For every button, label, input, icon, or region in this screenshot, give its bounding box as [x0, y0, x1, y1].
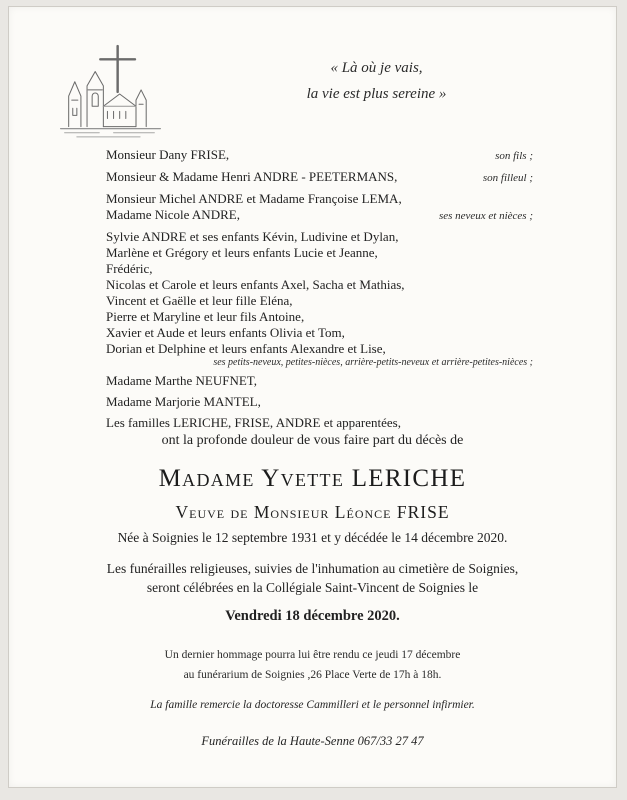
ceremony-line-1: Les funérailles religieuses, suivies de l'inhumation au cimetière de Soignies,	[106, 561, 519, 576]
family-member: Madame Nicole ANDRE,	[106, 207, 240, 222]
family-row	[106, 325, 533, 341]
family-row	[106, 191, 533, 207]
thanks-note: La famille remercie la doctoresse Cammilleri et le personnel infirmier.	[150, 699, 475, 711]
family-row	[106, 341, 533, 357]
family-member: Monsieur Michel ANDRE et Madame Françoise LEMA,	[106, 191, 402, 206]
tribute-details	[9, 645, 616, 685]
relation-label: son filleul ;	[482, 172, 533, 184]
ceremony-line-2: seront célébrées en la Collégiale Saint-Vincent de Soignies le	[146, 579, 479, 595]
family-member: Frédéric,	[106, 261, 153, 276]
family-row	[106, 245, 533, 261]
church-illustration	[53, 43, 168, 145]
family-member: Marlène et Grégory et leurs enfants Lucie et Jeanne,	[106, 245, 378, 260]
family-member: Pierre et Maryline et leur fils Antoine,	[106, 309, 305, 324]
quote-line-1: « Là où je vais,	[330, 60, 423, 76]
family-member: Dorian et Delphine et leurs enfants Alexandre et Lise,	[106, 341, 386, 356]
deceased-name: Madame Yvette LERICHE	[158, 465, 467, 492]
family-row	[106, 415, 533, 431]
family-row	[106, 147, 533, 164]
announcement-page	[8, 6, 617, 788]
funeral-home-footer: Funérailles de la Haute-Senne 067/33 27 47	[201, 734, 424, 748]
relation-label: son fils ;	[495, 150, 533, 162]
family-row	[106, 309, 533, 325]
family-member: Les familles LERICHE, FRISE, ANDRE et apparentées,	[106, 415, 401, 430]
tribute-line-2: au funérarium de Soignies ,26 Place Verte de 17h à 18h.	[183, 669, 442, 681]
family-member: Nicolas et Carole et leurs enfants Axel, Sacha et Mathias,	[106, 277, 405, 292]
family-member: Vincent et Gaëlle et leur fille Eléna,	[106, 293, 293, 308]
relation-label: ses neveux et nièces ;	[438, 210, 533, 222]
quote-line-2: la vie est plus sereine »	[306, 86, 447, 103]
family-list	[106, 147, 533, 431]
family-row	[106, 229, 533, 245]
family-row	[106, 293, 533, 309]
family-row	[106, 394, 533, 410]
ceremony-details	[9, 560, 616, 597]
family-row	[106, 207, 533, 224]
family-member: Madame Marthe NEUFNET,	[106, 373, 258, 388]
family-row	[106, 261, 533, 277]
ceremony-date: Vendredi 18 décembre 2020.	[225, 608, 400, 624]
family-member: Monsieur & Madame Henri ANDRE - PEETERMANS,	[106, 169, 398, 184]
deceased-subtitle: Veuve de Monsieur Léonce FRISE	[175, 502, 450, 522]
family-row	[106, 277, 533, 293]
life-dates: Née à Soignies le 12 septembre 1931 et y décédée le 14 décembre 2020.	[117, 530, 508, 545]
family-row	[106, 373, 533, 389]
family-member: Sylvie ANDRE et ses enfants Kévin, Ludivine et Dylan,	[106, 229, 399, 244]
family-row	[106, 169, 533, 186]
epitaph-quote	[244, 55, 509, 108]
church-icon	[53, 43, 168, 145]
family-member: Monsieur Dany FRISE,	[106, 147, 230, 162]
family-member: Xavier et Aude et leurs enfants Olivia et Tom,	[106, 325, 345, 340]
collective-relation-label: ses petits-neveux, petites-nièces, arrière-petits-neveux et arrière-petites-nièces ;	[213, 357, 533, 368]
tribute-line-1: Un dernier hommage pourra lui être rendu ce jeudi 17 décembre	[164, 649, 461, 661]
announcement-intro: ont la profonde douleur de vous faire part du décès de	[161, 433, 464, 448]
family-member: Madame Marjorie MANTEL,	[106, 394, 261, 409]
